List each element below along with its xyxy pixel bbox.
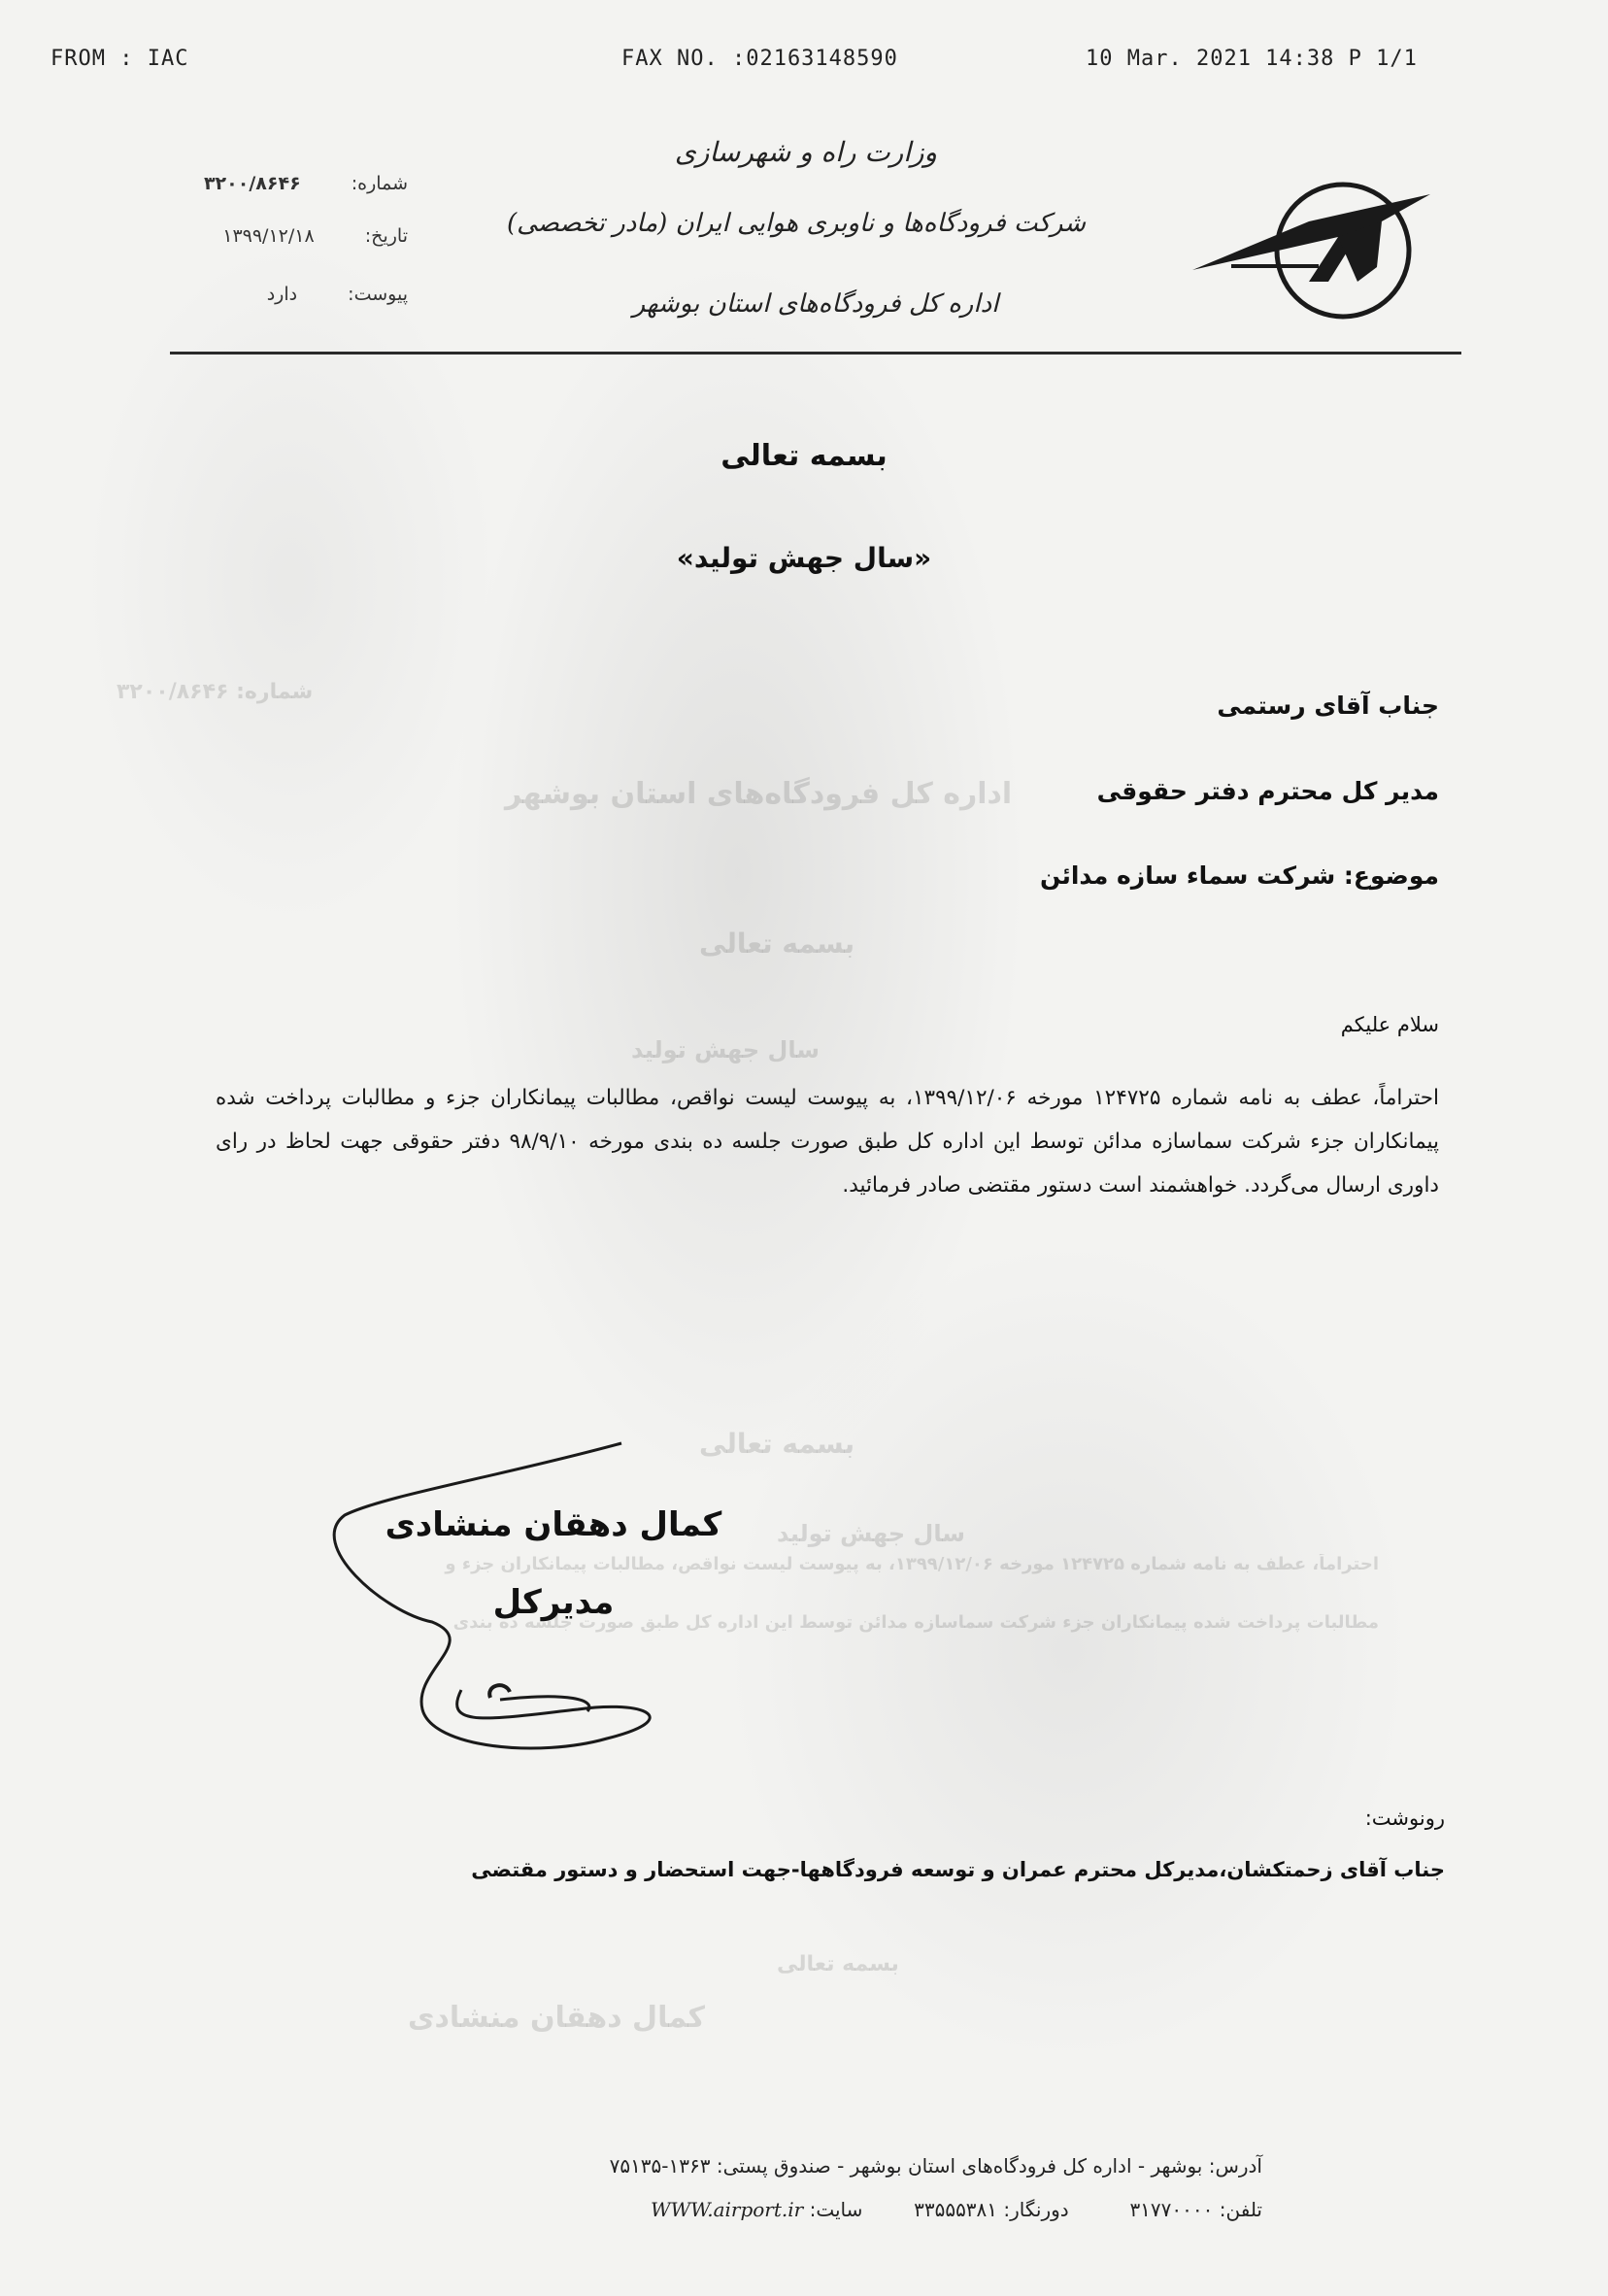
ghost-text: سال جهش تولید <box>777 1520 965 1547</box>
footer-phone: تلفن: ۳۱۷۷۰۰۰۰ <box>1129 2198 1262 2221</box>
ghost-text: سال جهش تولید <box>631 1036 820 1064</box>
basmala: بسمه تعالی <box>720 439 888 473</box>
cc-label: رونوشت: <box>1364 1806 1445 1830</box>
letter-subject: موضوع: شرکت سماء سازه مدائن <box>1039 861 1439 890</box>
fax-number: FAX NO. :02163148590 <box>621 47 898 71</box>
ghost-text: بسمه تعالی <box>699 1428 855 1460</box>
cc-line: جناب آقای زحمتکشان،مدیرکل محترم عمران و توسعه فرودگاهها-جهت استحضار و دستور مقتضی <box>471 1858 1445 1881</box>
letter-date-label: تاریخ: <box>364 225 408 247</box>
footer-website[interactable]: WWW.airport.ir <box>651 2198 804 2221</box>
recipient-name: جناب آقای رستمی <box>1217 692 1439 720</box>
letterhead-company: شرکت فرودگاه‌ها و ناوبری هوایی ایران (مادر تخصصی) <box>506 209 1086 238</box>
footer-website-label: سایت: <box>809 2198 863 2221</box>
letter-date <box>117 225 408 247</box>
greeting: سلام علیکم <box>1340 1013 1439 1036</box>
signer-name: کمال دهقان منشادی <box>385 1505 722 1544</box>
letter-number-label: شماره: <box>351 173 408 194</box>
letter-date-value: ۱۳۹۹/۱۲/۱۸ <box>222 225 315 247</box>
ghost-text: بسمه تعالی <box>699 928 855 960</box>
fax-from: FROM : IAC <box>50 47 189 71</box>
letterhead-ministry: وزارت راه و شهرسازی <box>674 136 938 168</box>
ghost-text: احتراماً، عطف به نامه شماره ۱۲۴۷۲۵ مورخه ۱۳۹۹/۱۲/۰۶، به پیوست لیست نواقص، مطالبات پیمانکاران جزء و <box>445 1554 1379 1574</box>
ghost-text: کمال دهقان منشادی <box>408 2001 705 2035</box>
year-slogan: «سال جهش تولید» <box>676 542 932 574</box>
letter-number <box>117 173 408 194</box>
letter-attachment-value: دارد <box>266 284 298 305</box>
header-divider <box>170 352 1461 355</box>
letter-attachment <box>117 284 408 305</box>
fax-datetime: 10 Mar. 2021 14:38 P 1/1 <box>1086 47 1418 71</box>
ghost-text: اداره کل فرودگاه‌های استان بوشهر <box>505 777 1013 811</box>
letterhead-office: اداره کل فرودگاه‌های استان بوشهر <box>632 289 999 319</box>
letter-attachment-label: پیوست: <box>348 284 408 305</box>
airport-company-logo <box>1192 165 1435 330</box>
footer-fax: دورنگار: ۳۳۵۵۵۳۸۱ <box>914 2198 1069 2221</box>
ghost-text: شماره: ۳۲۰۰/۸۶۴۶ <box>117 680 314 704</box>
recipient-title: مدیر کل محترم دفتر حقوقی <box>1096 777 1439 805</box>
footer-address: آدرس: بوشهر - اداره کل فرودگاه‌های استان بوشهر - صندوق پستی: ۱۳۶۳-۷۵۱۳۵ <box>609 2154 1262 2178</box>
footer-contact <box>427 2198 1262 2221</box>
ghost-text: بسمه تعالی <box>777 1952 899 1976</box>
ghost-text: مطالبات پرداخت شده پیمانکاران جزء شرکت سماسازه مدائن توسط این اداره کل طبق صورت جلسه ده بندی <box>452 1612 1379 1633</box>
signer-position: مدیرکل <box>492 1583 615 1622</box>
letter-number-value: ۳۲۰۰/۸۶۴۶ <box>203 173 301 194</box>
letter-body-paragraph: احتراماً، عطف به نامه شماره ۱۲۴۷۲۵ مورخه ۱۳۹۹/۱۲/۰۶، به پیوست لیست نواقص، مطالبات پیمانکاران جزء و مطالبات پرداخت شده پیمانکاران جزء شرکت سماسازه مدائن توسط این اداره کل طبق صورت جلسه ده بندی مورخه ۹۸/۹/۱۰ دفتر حقوقی جهت لحاظ در رای داوری ارسال می‌گردد. خواهشمند است دستور مقتضی صادر فرمائید. <box>216 1086 1439 1198</box>
